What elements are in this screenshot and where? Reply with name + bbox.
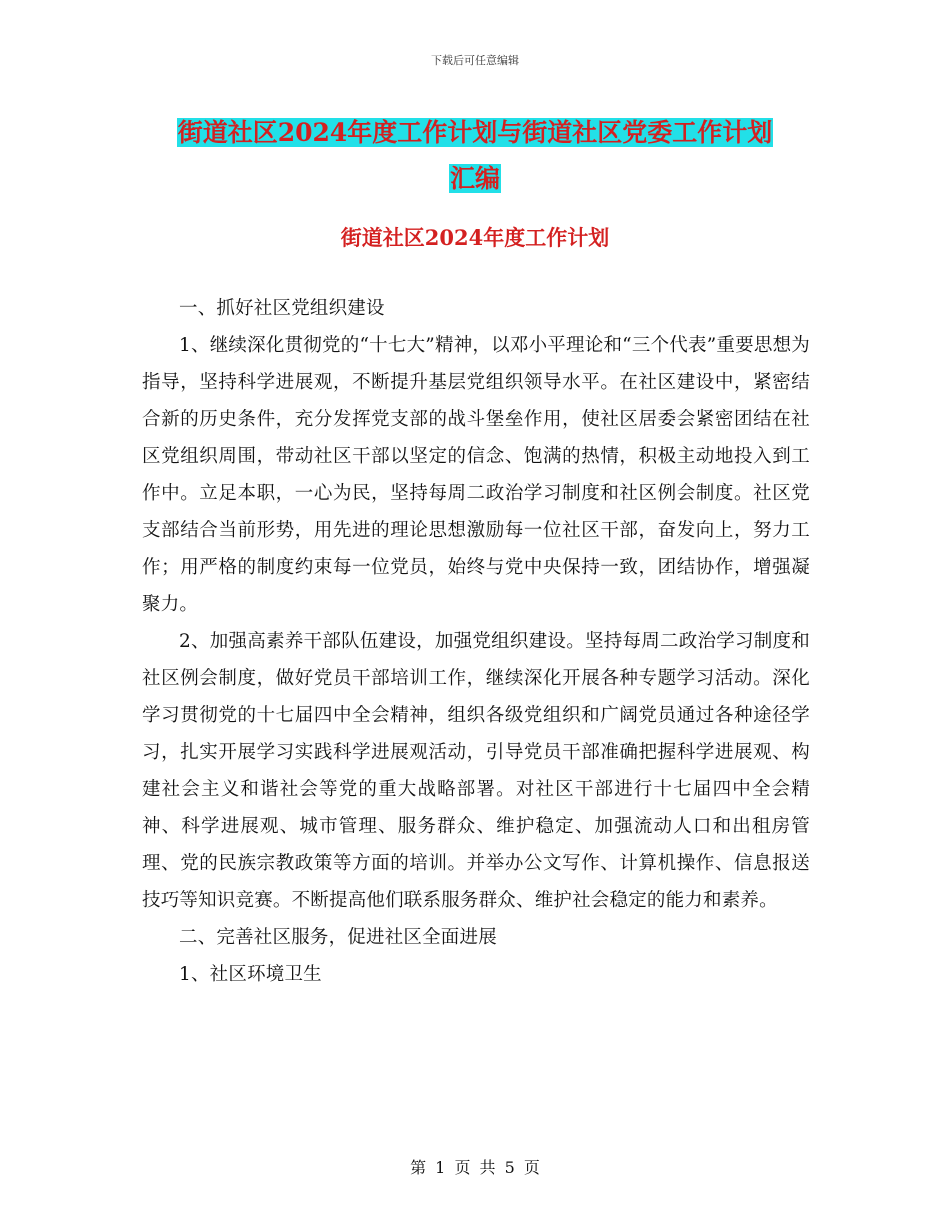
title-line-2: 汇编 <box>449 164 500 193</box>
paragraph-subheading: 1、社区环境卫生 <box>179 964 322 985</box>
section-title: 街道社区2024年度工作计划 <box>340 225 610 250</box>
paragraph-heading-1: 一、抓好社区党组织建设 <box>179 298 385 319</box>
paragraph: 1、继续深化贯彻党的“十七大”精神，以邓小平理论和“三个代表”重要思想为指导，坚持科学进展观，不断提升基层党组织领导水平。在社区建设中，紧密结合新的历史条件，充分发挥党支部的战斗堡垒作用，使社区居委会紧密团结在社区党组织周围，带动社区干部以坚定的信念、饱满的热情，积极主动地投入到工作中。立足本职，一心为民，坚持每周二政治学习制度和社区例会制度。社区党支部结合当前形势，用先进的理论思想激励每一位社区干部，奋发向上，努力工作；用严格的制度约束每一位党员，始终与党中央保持一致，团结协作，增强凝聚力。 <box>142 335 810 615</box>
paragraph: 2、加强高素养干部队伍建设，加强党组织建设。坚持每周二政治学习制度和社区例会制度，做好党员干部培训工作，继续深化开展各种专题学习活动。深化学习贯彻党的十七届四中全会精神，组织各级党组织和广阔党员通过各种途径学习，扎实开展学习实践科学进展观活动，引导党员干部准确把握科学进展观、构建社会主义和谐社会等党的重大战略部署。对社区干部进行十七届四中全会精神、科学进展观、城市管理、服务群众、维护稳定、加强流动人口和出租房管理、党的民族宗教政策等方面的培训。并举办公文写作、计算机操作、信息报送技巧等知识竞赛。不断提高他们联系服务群众、维护社会稳定的能力和素养。 <box>142 631 810 911</box>
document-title <box>130 110 820 202</box>
page-number: 第 1 页 共 5 页 <box>410 1158 540 1177</box>
document-body <box>142 290 810 993</box>
paragraph-heading-2: 二、完善社区服务，促进社区全面进展 <box>179 927 497 948</box>
page-header-note: 下载后可任意编辑 <box>431 54 519 67</box>
title-line-1: 街道社区2024年度工作计划与街道社区党委工作计划 <box>177 118 773 147</box>
